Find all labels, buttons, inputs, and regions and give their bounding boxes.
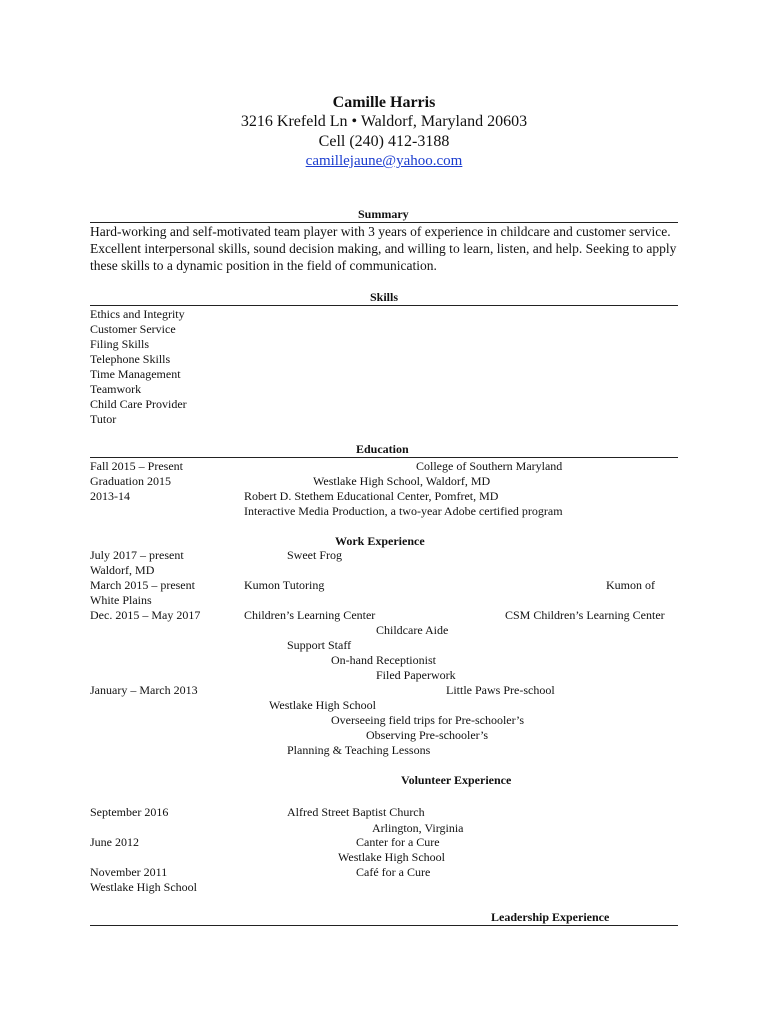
skill-item: Child Care Provider	[90, 397, 187, 411]
work-duty: Filed Paperwork	[376, 668, 456, 682]
volunteer-event: Canter for a Cure	[356, 835, 440, 849]
work-title: Childcare Aide	[376, 623, 449, 637]
education-divider	[90, 457, 678, 458]
volunteer-date: September 2016	[90, 805, 169, 819]
work-duty: Overseeing field trips for Pre-schooler’s	[331, 713, 525, 727]
work-duty: Support Staff	[287, 638, 352, 652]
volunteer-location: Arlington, Virginia	[372, 821, 464, 835]
volunteer-organization: Alfred Street Baptist Church	[287, 805, 425, 819]
skill-item: Ethics and Integrity	[90, 307, 185, 321]
education-program: Interactive Media Production, a two-year Adobe certified program	[244, 504, 563, 518]
work-employer: Little Paws Pre-school	[446, 683, 555, 697]
work-location: Westlake High School	[269, 698, 377, 712]
work-heading: Work Experience	[335, 534, 425, 548]
work-duty: On-hand Receptionist	[331, 653, 436, 667]
volunteer-date: November 2011	[90, 865, 168, 879]
education-heading: Education	[356, 442, 409, 456]
volunteer-date: June 2012	[90, 835, 139, 849]
education-date: Fall 2015 – Present	[90, 459, 183, 473]
applicant-name: Camille Harris	[332, 94, 436, 111]
education-date: 2013-14	[90, 489, 130, 503]
volunteer-location: Westlake High School	[338, 850, 446, 864]
work-location: White Plains	[90, 593, 152, 607]
summary-heading: Summary	[358, 207, 409, 221]
education-date: Graduation 2015	[90, 474, 171, 488]
skill-item: Telephone Skills	[90, 352, 171, 366]
work-date: January – March 2013	[90, 683, 198, 697]
work-duty: Observing Pre-schooler’s	[366, 728, 489, 742]
skill-item: Filing Skills	[90, 337, 150, 351]
work-date: Dec. 2015 – May 2017	[90, 608, 201, 622]
mailing-address: 3216 Krefeld Ln • Waldorf, Maryland 20603	[240, 113, 528, 130]
work-location: Waldorf, MD	[90, 563, 155, 577]
volunteer-heading: Volunteer Experience	[401, 773, 512, 787]
work-employer: Kumon Tutoring	[244, 578, 325, 592]
skills-heading: Skills	[370, 290, 399, 304]
skills-divider	[90, 305, 678, 306]
education-school: College of Southern Maryland	[416, 459, 563, 473]
leadership-divider	[90, 925, 678, 926]
skill-item: Teamwork	[90, 382, 142, 396]
skill-item: Time Management	[90, 367, 181, 381]
cell-phone: Cell (240) 412-3188	[318, 133, 450, 150]
volunteer-location: Westlake High School	[90, 880, 198, 894]
skill-item: Customer Service	[90, 322, 176, 336]
work-date: March 2015 – present	[90, 578, 195, 592]
email-link[interactable]: camillejaune@yahoo.com	[305, 153, 463, 169]
education-school: Westlake High School, Waldorf, MD	[313, 474, 491, 488]
work-employer: Sweet Frog	[287, 548, 342, 562]
work-duty: Planning & Teaching Lessons	[287, 743, 431, 757]
work-employer: Children’s Learning Center	[244, 608, 376, 622]
work-date: July 2017 – present	[90, 548, 184, 562]
skill-item: Tutor	[90, 412, 117, 426]
leadership-heading: Leadership Experience	[491, 910, 610, 924]
work-location: CSM Children’s Learning Center	[505, 608, 665, 622]
education-school: Robert D. Stethem Educational Center, Pomfret, MD	[244, 489, 499, 503]
volunteer-event: Café for a Cure	[356, 865, 431, 879]
summary-text: Hard-working and self-motivated team player with 3 years of experience in childcare and customer service. Excellent interpersonal skills, sound decision making, and willing to learn, listen, and help. Seeking to apply these skills to a dynamic position in the field of communication.	[90, 224, 677, 273]
work-location: Kumon of	[606, 578, 655, 592]
